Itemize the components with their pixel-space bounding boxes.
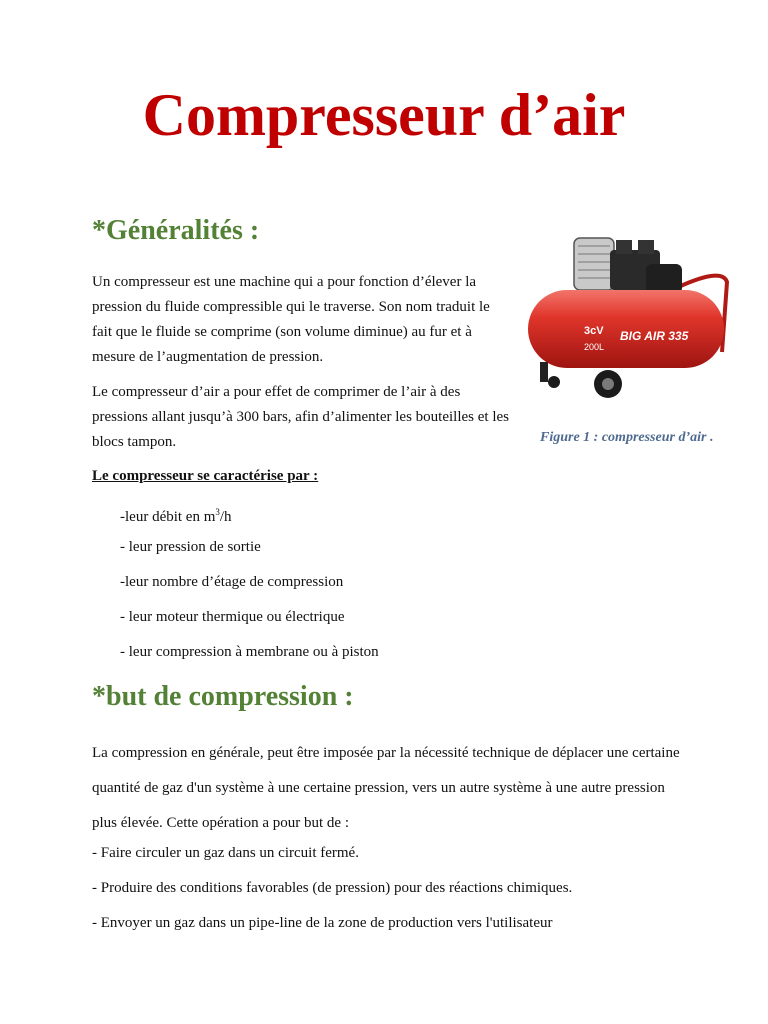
feature-debit-prefix: -leur débit en m [120, 509, 216, 525]
tank-volume-label: 200L [584, 342, 605, 352]
features-list [120, 502, 379, 677]
tank-stage-label: 3cV [584, 325, 604, 337]
feature-debit-exponent: 3 [215, 507, 220, 517]
section-heading-generalites: *Généralités : [92, 215, 260, 246]
tank-brand-label: BIG AIR 335 [620, 329, 689, 343]
feature-item-debit [120, 502, 379, 537]
feature-item: -leur nombre d’étage de compression [120, 574, 344, 590]
but-item: - Envoyer un gaz dans un pipe-line de la zone de production vers l'utilisateur [92, 915, 553, 931]
compressor-image [522, 232, 737, 412]
page-title: Compresseur d’air [142, 82, 626, 148]
motor-shape [646, 264, 682, 294]
section-heading-but: *but de compression : [92, 681, 354, 712]
features-title: Le compresseur se caractérise par : [92, 468, 319, 484]
feature-item: - leur pression de sortie [120, 539, 261, 555]
but-list [92, 843, 572, 948]
but-item: - Produire des conditions favorables (de pression) pour des réactions chimiques. [92, 880, 573, 896]
generalites-paragraph-1: Un compresseur est une machine qui a pour fonction d’élever la pression du fluide compressible qui le traverse. Son nom traduit le fait que le fluide se comprime (son volume diminue) au fur et à mesure de l’augmentation de pression. [92, 274, 490, 365]
figure-caption: Figure 1 : compresseur d’air . [540, 430, 714, 445]
generalites-paragraph-2: Le compresseur d’air a pour effet de comprimer de l’air à des pressions allant jusqu’à 300 bars, afin d’alimenter les bouteilles et les blocs tampon. [92, 384, 509, 450]
but-item: - Faire circuler un gaz dans un circuit fermé. [92, 845, 359, 861]
feature-item: - leur compression à membrane ou à piston [120, 644, 379, 660]
feature-item: - leur moteur thermique ou électrique [120, 609, 345, 625]
feature-debit-suffix: /h [219, 509, 232, 525]
but-intro-paragraph: La compression en générale, peut être imposée par la nécessité technique de déplacer une certaine quantité de gaz d'un système à une certaine pression, vers un autre système à une autre pression plus élevée. Cette opération a pour but de : [92, 745, 680, 831]
